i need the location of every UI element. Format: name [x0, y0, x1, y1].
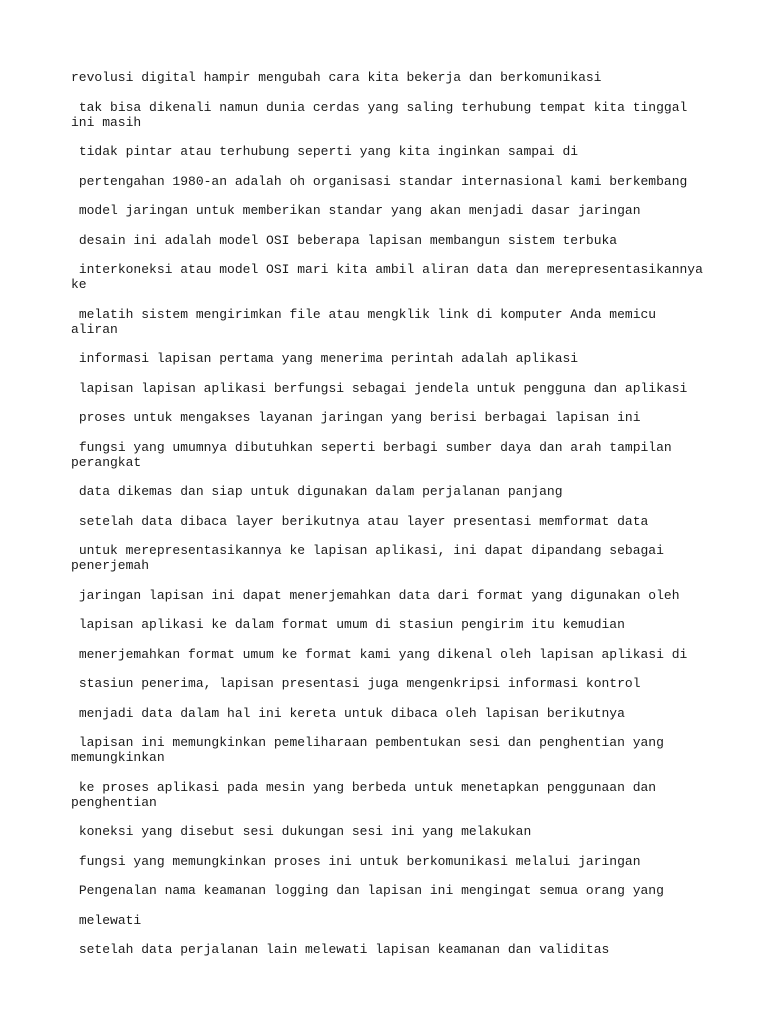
paragraph-21: lapisan ini memungkinkan pemeliharaan pembentukan sesi dan penghentian yang memungkinkan [71, 735, 672, 765]
paragraph-1: revolusi digital hampir mengubah cara kita bekerja dan berkomunikasi [71, 70, 602, 85]
paragraph-8: melatih sistem mengirimkan file atau mengklik link di komputer Anda memicu aliran [71, 306, 664, 337]
paragraph-19: stasiun penerima, lapisan presentasi juga mengenkripsi informasi kontrol [71, 676, 641, 691]
paragraph-18: menerjemahkan format umum ke format kami yang dikenal oleh lapisan aplikasi di [71, 646, 688, 662]
paragraph-11: proses untuk mengakses layanan jaringan yang berisi berbagai lapisan ini [71, 410, 641, 425]
paragraph-15: untuk merepresentasikannya ke lapisan aplikasi, ini dapat dipandang sebagai penerjemah [71, 543, 672, 573]
paragraph-20: menjadi data dalam hal ini kereta untuk dibaca oleh lapisan berikutnya [71, 705, 625, 721]
paragraph-7: interkoneksi atau model OSI mari kita ambil aliran data dan merepresentasikannya ke [71, 262, 711, 292]
paragraph-25: Pengenalan nama keamanan logging dan lapisan ini mengingat semua orang yang [71, 883, 664, 898]
paragraph-24: fungsi yang memungkinkan proses ini untuk berkomunikasi melalui jaringan [71, 853, 641, 869]
document-page [71, 70, 711, 972]
paragraph-12: fungsi yang umumnya dibutuhkan seperti berbagi sumber daya dan arah tampilan perangkat [71, 439, 680, 470]
paragraph-23: koneksi yang disebut sesi dukungan sesi ini yang melakukan [71, 824, 532, 839]
paragraph-9: informasi lapisan pertama yang menerima perintah adalah aplikasi [71, 351, 579, 366]
paragraph-27: setelah data perjalanan lain melewati lapisan keamanan dan validitas [71, 942, 610, 957]
paragraph-16: jaringan lapisan ini dapat menerjemahkan data dari format yang digunakan oleh [71, 587, 680, 603]
paragraph-5: model jaringan untuk memberikan standar yang akan menjadi dasar jaringan [71, 203, 641, 218]
paragraph-14: setelah data dibaca layer berikutnya atau layer presentasi memformat data [71, 513, 649, 529]
paragraph-13: data dikemas dan siap untuk digunakan dalam perjalanan panjang [71, 484, 563, 499]
paragraph-22: ke proses aplikasi pada mesin yang berbeda untuk menetapkan penggunaan dan penghentian [71, 779, 664, 810]
paragraph-6: desain ini adalah model OSI beberapa lapisan membangun sistem terbuka [71, 232, 618, 248]
paragraph-3: tidak pintar atau terhubung seperti yang kita inginkan sampai di [71, 144, 579, 159]
paragraph-2: tak bisa dikenali namun dunia cerdas yang saling terhubung tempat kita tinggal ini masih [71, 99, 696, 130]
paragraph-17: lapisan aplikasi ke dalam format umum di stasiun pengirim itu kemudian [71, 617, 625, 632]
paragraph-10: lapisan lapisan aplikasi berfungsi sebagai jendela untuk pengguna dan aplikasi [71, 380, 688, 396]
paragraph-26: melewati [71, 912, 142, 928]
paragraph-4: pertengahan 1980-an adalah oh organisasi standar internasional kami berkembang [71, 173, 688, 189]
